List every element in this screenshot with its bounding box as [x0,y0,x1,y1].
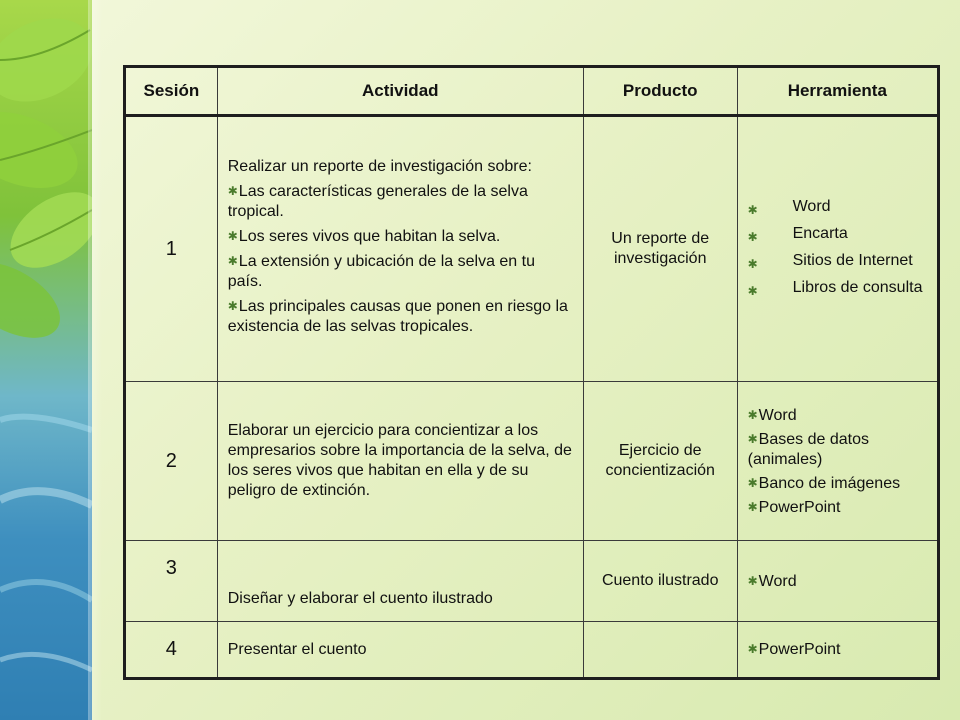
leaf-bullet-icon: ✱ [227,254,238,268]
decorative-leaf-strip [0,0,92,720]
tool-item [748,497,931,518]
activity-cell: Elaborar un ejercicio para concientizar a los empresarios sobre la importancia de la selva, de los seres vivos que habitan en ella y de su peligro de extinción. [217,382,583,541]
tools-cell [737,622,938,679]
tool-item [748,473,931,494]
tool-item [748,639,931,660]
leaf-bullet-icon: ✱ [747,642,758,656]
activity-item-text: Los seres vivos que habitan la selva. [238,228,501,245]
activity-item [228,226,573,247]
header-producto: Producto [583,67,737,116]
session-number: 2 [125,382,218,541]
tool-item-text: Libros de consulta [792,279,923,296]
session-number: 1 [125,116,218,382]
product-cell [583,622,737,679]
header-sesion: Sesión [125,67,218,116]
activity-item-text: La extensión y ubicación de la selva en tu país. [227,253,535,290]
header-herramienta: Herramienta [737,67,938,116]
header-actividad: Actividad [217,67,583,116]
leaf-bullet-icon: ✱ [747,257,758,271]
session-number: 3 [125,541,218,622]
activity-intro: Realizar un reporte de investigación sobre: [227,158,532,175]
session-plan-table [123,65,940,680]
activity-cell: Presentar el cuento [217,622,583,679]
activity-item [228,296,573,337]
tool-item [748,571,931,592]
leaf-bullet-icon: ✱ [227,229,238,243]
table-row [125,541,939,622]
table-header-row [125,67,939,116]
product-cell: Un reporte de investigación [583,116,737,382]
tool-item-text: PowerPoint [758,641,841,658]
activity-item-text: Las características generales de la selva tropical. [227,183,528,220]
leaf-bullet-icon: ✱ [747,230,758,244]
tool-item [748,251,931,274]
tool-item-text: Banco de imágenes [758,474,901,492]
table-row [125,622,939,679]
tool-item [748,405,931,426]
activity-item [228,251,573,292]
tool-item-text: Word [758,406,797,424]
tool-item [748,197,931,220]
strip-edge-highlight [88,0,102,720]
session-number: 4 [125,622,218,679]
leaf-water-illustration [0,0,92,720]
tools-cell [737,116,938,382]
tool-item [748,224,931,247]
leaf-bullet-icon: ✱ [227,299,238,313]
leaf-bullet-icon: ✱ [747,431,758,446]
leaf-bullet-icon: ✱ [747,203,758,217]
table-row [125,116,939,382]
activity-cell [217,116,583,382]
activity-cell: Diseñar y elaborar el cuento ilustrado [217,541,583,622]
activity-item-text: Las principales causas que ponen en riesgo la existencia de las selvas tropicales. [227,298,568,335]
table-row [125,382,939,541]
leaf-bullet-icon: ✱ [747,475,758,490]
tools-cell [737,541,938,622]
leaf-bullet-icon: ✱ [747,284,758,298]
tool-item-text: Word [792,198,831,215]
tool-item-text: Sitios de Internet [792,252,913,269]
product-cell: Ejercicio de concientización [583,382,737,541]
leaf-bullet-icon: ✱ [747,573,758,588]
activity-item [228,181,573,222]
tool-item-text: PowerPoint [758,498,841,516]
product-cell: Cuento ilustrado [583,541,737,622]
leaf-bullet-icon: ✱ [747,407,758,422]
tools-cell [737,382,938,541]
tool-item-text: Bases de datos (animales) [747,430,869,468]
tool-item-text: Encarta [792,225,848,242]
leaf-bullet-icon: ✱ [227,184,238,198]
tool-item [748,278,931,301]
tool-item-text: Word [758,572,797,590]
leaf-bullet-icon: ✱ [747,499,758,514]
tool-item [748,429,931,470]
